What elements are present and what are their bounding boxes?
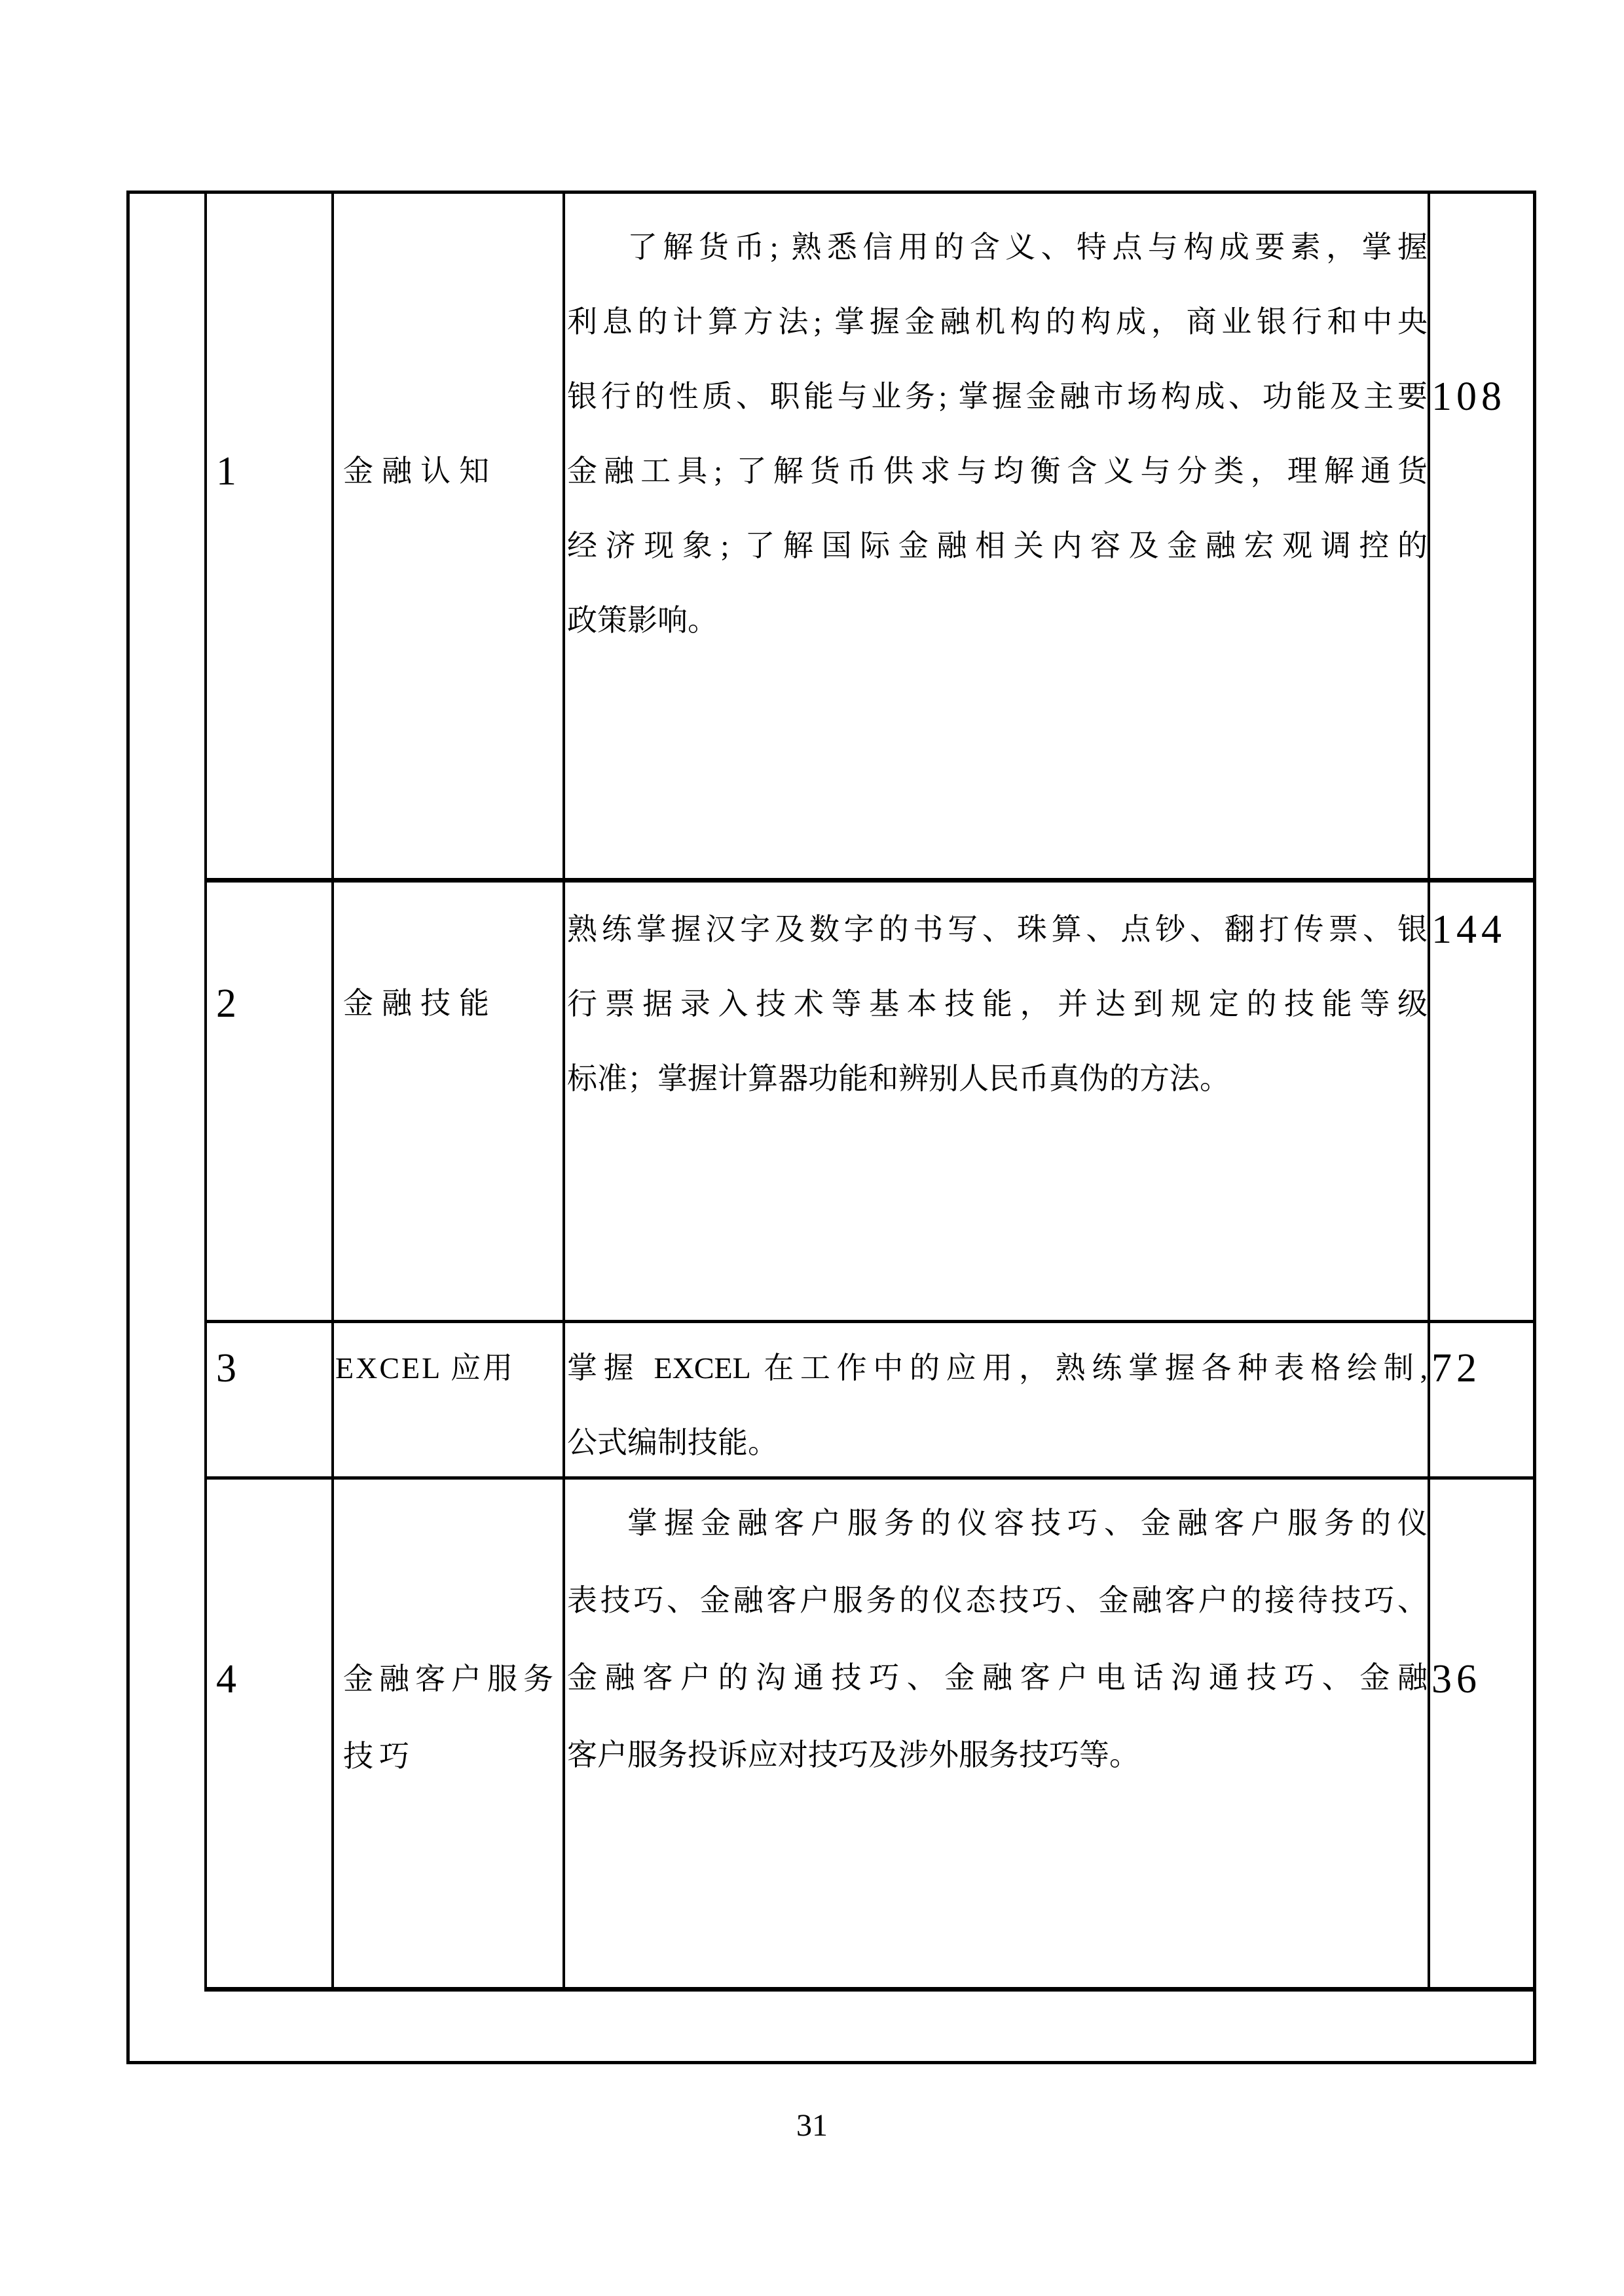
row1-hours: 108 (1431, 374, 1506, 419)
row1-course-description (567, 210, 1428, 658)
description-line: 利息的计算方法; 掌握金融机构的构成，商业银行和中央 (567, 305, 1428, 338)
row4-course-description (567, 1485, 1428, 1794)
description-line: 行票据录入技术等基本技能，并达到规定的技能等级 (567, 987, 1428, 1021)
description-line: 客户服务投诉应对技巧及涉外服务技巧等。 (567, 1738, 1139, 1772)
table-hline-row1-bottom (204, 878, 1536, 883)
row3-course-description (567, 1331, 1428, 1480)
description-line: 政策影响。 (567, 604, 718, 637)
description-line: 金融客户的沟通技巧、金融客户电话沟通技巧、金融 (567, 1661, 1428, 1694)
row2-course-name: 金融技能 (343, 987, 498, 1020)
row1-number: 1 (216, 449, 236, 494)
row3-number: 3 (216, 1346, 236, 1391)
description-line: 金融工具; 了解货币供求与均衡含义与分类，理解通货 (567, 454, 1428, 488)
row4-course-name-line2: 技巧 (343, 1740, 415, 1773)
description-line: 了解货币; 熟悉信用的含义、特点与构成要素，掌握 (627, 230, 1428, 264)
row3-hours: 72 (1431, 1346, 1481, 1391)
row4-hours: 36 (1431, 1657, 1481, 1702)
description-line: 熟练掌握汉字及数字的书写、珠算、点钞、翻打传票、银 (567, 913, 1428, 946)
description-line: 公式编制技能。 (567, 1426, 778, 1459)
description-line: 表技巧、金融客户服务的仪态技巧、金融客户的接待技巧、 (567, 1584, 1428, 1617)
table-hline-row2-bottom (204, 1320, 1536, 1323)
table-vline-hours-col (1428, 191, 1430, 1987)
page-number: 31 (796, 2108, 828, 2143)
row2-course-description (567, 892, 1428, 1116)
description-line: 掌握 EXCEL 在工作中的应用，熟练掌握各种表格绘制, (567, 1351, 1428, 1385)
row4-course-name-line1: 金融客户服务 (343, 1662, 559, 1696)
description-line: 掌握金融客户服务的仪容技巧、金融客户服务的仪 (627, 1506, 1428, 1540)
row4-number: 4 (216, 1657, 236, 1702)
description-line: 银行的性质、职能与业务; 掌握金融市场构成、功能及主要 (567, 380, 1428, 413)
description-line: 标准；掌握计算器功能和辨别人民币真伪的方法。 (567, 1062, 1230, 1095)
table-vline-course-col (331, 191, 334, 1987)
row2-number: 2 (216, 981, 236, 1026)
table-hline-inner-bottom (204, 1987, 1536, 1992)
description-line: 经济现象; 了解国际金融相关内容及金融宏观调控的 (567, 529, 1428, 562)
row3-course-name: EXCEL 应用 (335, 1351, 515, 1385)
row2-hours: 144 (1431, 907, 1506, 952)
table-vline-number-col (204, 191, 207, 1987)
row1-course-name: 金融认知 (343, 454, 498, 488)
